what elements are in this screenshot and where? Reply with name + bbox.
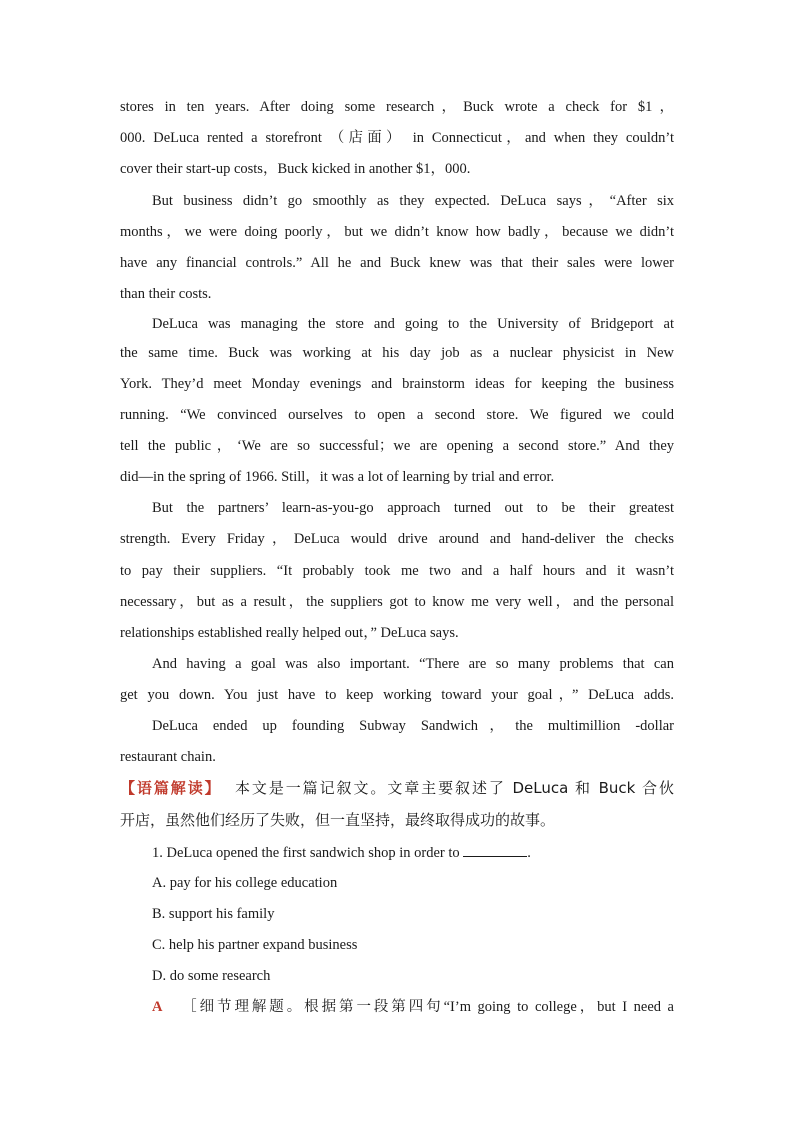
option-a: A. pay for his college education <box>152 875 338 891</box>
answer-letter: A <box>152 999 163 1015</box>
question-stem <box>152 842 674 863</box>
answer-explanation: ［细节理解题。根据第一段第四句“I’m going to college，but I need a <box>182 999 674 1015</box>
analysis-text: 本文是一篇记叙文。文章主要叙述了 DeLuca 和 Buck 合伙 <box>234 779 674 797</box>
passage-line: than their costs. <box>120 286 212 302</box>
passage-line: have any financial controls.” All he and Buck knew was that their sales were lower <box>120 255 674 271</box>
passage-line: get you down. You just have to keep working toward your goal，” DeLuca adds. <box>120 687 674 703</box>
option-b: B. support his family <box>152 906 275 922</box>
analysis-line: 开店，虽然他们经历了失败，但一直坚持，最终取得成功的故事。 <box>120 811 556 829</box>
passage-line: the same time. Buck was working at his day job as a nuclear physicist in New <box>120 345 674 361</box>
passage-line: did—in the spring of 1966. Still，it was a lot of learning by trial and error. <box>120 469 555 485</box>
passage-line: But the partners’ learn-as-you-go approach turned out to be their greatest <box>152 500 674 516</box>
passage-line: to pay their suppliers. “It probably took me two and a half hours and it wasn’t <box>120 563 674 579</box>
answer-blank <box>463 842 527 857</box>
option-c: C. help his partner expand business <box>152 937 358 953</box>
passage-line: stores in ten years. After doing some research，Buck wrote a check for $1， <box>120 99 674 115</box>
passage-line: cover their start-up costs，Buck kicked in another $1，000. <box>120 161 471 177</box>
passage-line: running. “We convinced ourselves to open a second store. We figured we could <box>120 407 674 423</box>
passage-line: necessary，but as a result，the suppliers got to know me very well，and the personal <box>120 594 674 610</box>
question-stem-text: 1. DeLuca opened the first sandwich shop in order to <box>152 845 460 861</box>
passage-line: DeLuca ended up founding Subway Sandwich，the multimillion -dollar <box>152 718 674 734</box>
passage-line: strength. Every Friday，DeLuca would drive around and hand-deliver the checks <box>120 531 674 547</box>
passage-line: And having a goal was also important. “There are so many problems that can <box>152 656 674 672</box>
answer-line <box>152 997 674 1017</box>
question-stem-end: . <box>527 845 531 861</box>
passage-line: DeLuca was managing the store and going to the University of Bridgeport at <box>152 316 674 332</box>
passage-line: tell the public，‘We are so successful；we are opening a second store.” And they <box>120 438 674 454</box>
passage-line: 000. DeLuca rented a storefront （店面） in Connecticut，and when they couldn’t <box>120 130 674 146</box>
passage-line: restaurant chain. <box>120 749 216 765</box>
option-d: D. do some research <box>152 968 271 984</box>
passage-line: York. They’d meet Monday evenings and brainstorm ideas for keeping the business <box>120 376 674 392</box>
analysis-tag: 【语篇解读】 <box>120 779 222 797</box>
passage-line: relationships established really helped out，” DeLuca says. <box>120 625 459 641</box>
passage-line: But business didn’t go smoothly as they expected. DeLuca says，“After six <box>152 193 674 209</box>
analysis-line <box>120 778 674 798</box>
passage-line: months，we were doing poorly，but we didn’t know how badly，because we didn’t <box>120 224 674 240</box>
